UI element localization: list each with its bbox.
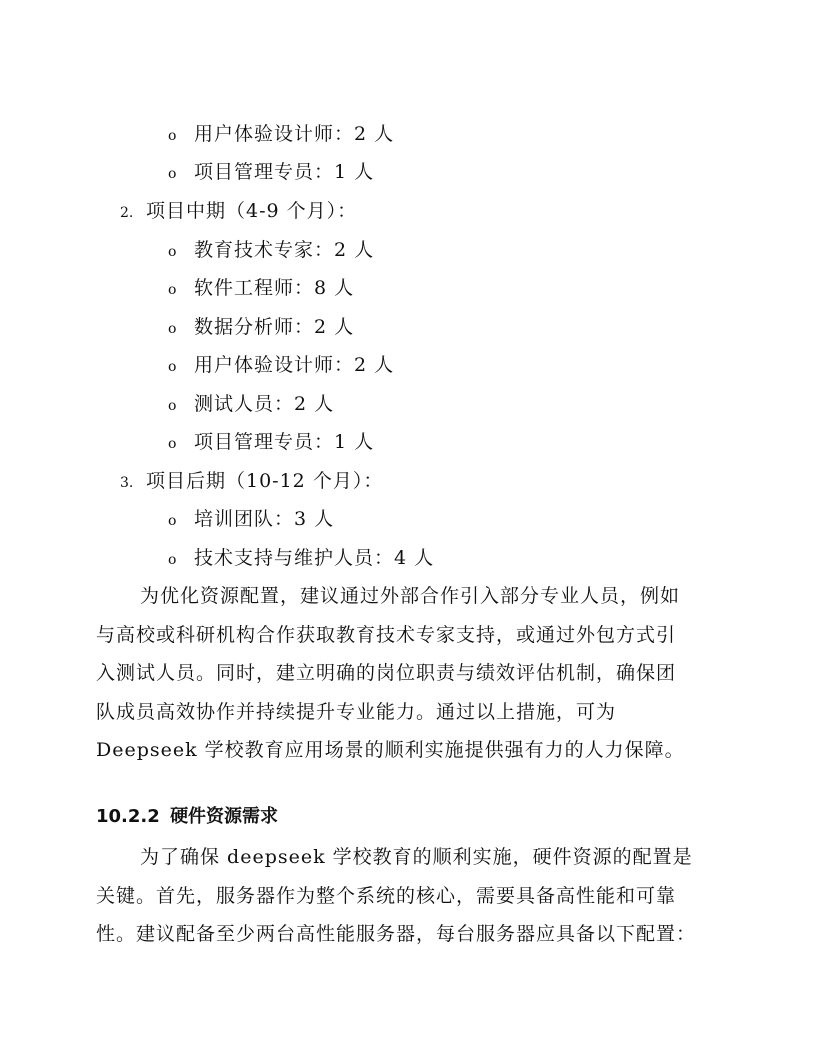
list-heading: 项目后期（10-12 个月）： — [146, 470, 384, 492]
list-bullet: o — [168, 436, 177, 452]
list-bullet: o — [168, 321, 177, 337]
list-bullet: o — [168, 166, 177, 182]
list-bullet: o — [168, 513, 177, 529]
paragraph-line: 为了确保 deepseek 学校教育的顺利实施，硬件资源的配置是 — [140, 846, 693, 868]
list-item: 数据分析师：2 人 — [194, 316, 355, 338]
paragraph-line: 关键。首先，服务器作为整个系统的核心，需要具备高性能和可靠 — [96, 885, 677, 907]
section-heading — [96, 805, 278, 829]
list-item: 用户体验设计师：2 人 — [194, 123, 395, 145]
list-item: 项目管理专员：1 人 — [194, 431, 375, 453]
list-number: 3. — [120, 475, 134, 491]
list-bullet: o — [168, 359, 177, 375]
list-item: 测试人员：2 人 — [194, 393, 335, 415]
list-heading: 项目中期（4-9 个月）： — [146, 200, 358, 222]
list-bullet: o — [168, 282, 177, 298]
paragraph-line: 队成员高效协作并持续提升专业能力。通过以上措施，可为 — [96, 701, 617, 723]
list-item: 用户体验设计师：2 人 — [194, 354, 395, 376]
list-item: 技术支持与维护人员：4 人 — [194, 547, 435, 569]
list-number: 2. — [120, 205, 134, 221]
list-item: 培训团队：3 人 — [194, 508, 335, 530]
paragraph-line: Deepseek 学校教育应用场景的顺利实施提供强有力的人力保障。 — [96, 739, 685, 761]
paragraph-line: 为优化资源配置，建议通过外部合作引入部分专业人员，例如 — [140, 585, 681, 607]
section-title: 硬件资源需求 — [170, 806, 279, 827]
list-item: 教育技术专家：2 人 — [194, 239, 375, 261]
paragraph-line: 性。建议配备至少两台高性能服务器，每台服务器应具备以下配置： — [96, 923, 697, 945]
list-bullet: o — [168, 128, 177, 144]
list-item: 项目管理专员：1 人 — [194, 161, 375, 183]
list-bullet: o — [168, 398, 177, 414]
paragraph-line: 入测试人员。同时，建立明确的岗位职责与绩效评估机制，确保团 — [96, 662, 677, 684]
list-item: 软件工程师：8 人 — [194, 277, 355, 299]
section-number: 10.2.2 — [96, 806, 160, 827]
list-bullet: o — [168, 244, 177, 260]
list-bullet: o — [168, 552, 177, 568]
paragraph-line: 与高校或科研机构合作获取教育技术专家支持，或通过外包方式引 — [96, 624, 677, 646]
